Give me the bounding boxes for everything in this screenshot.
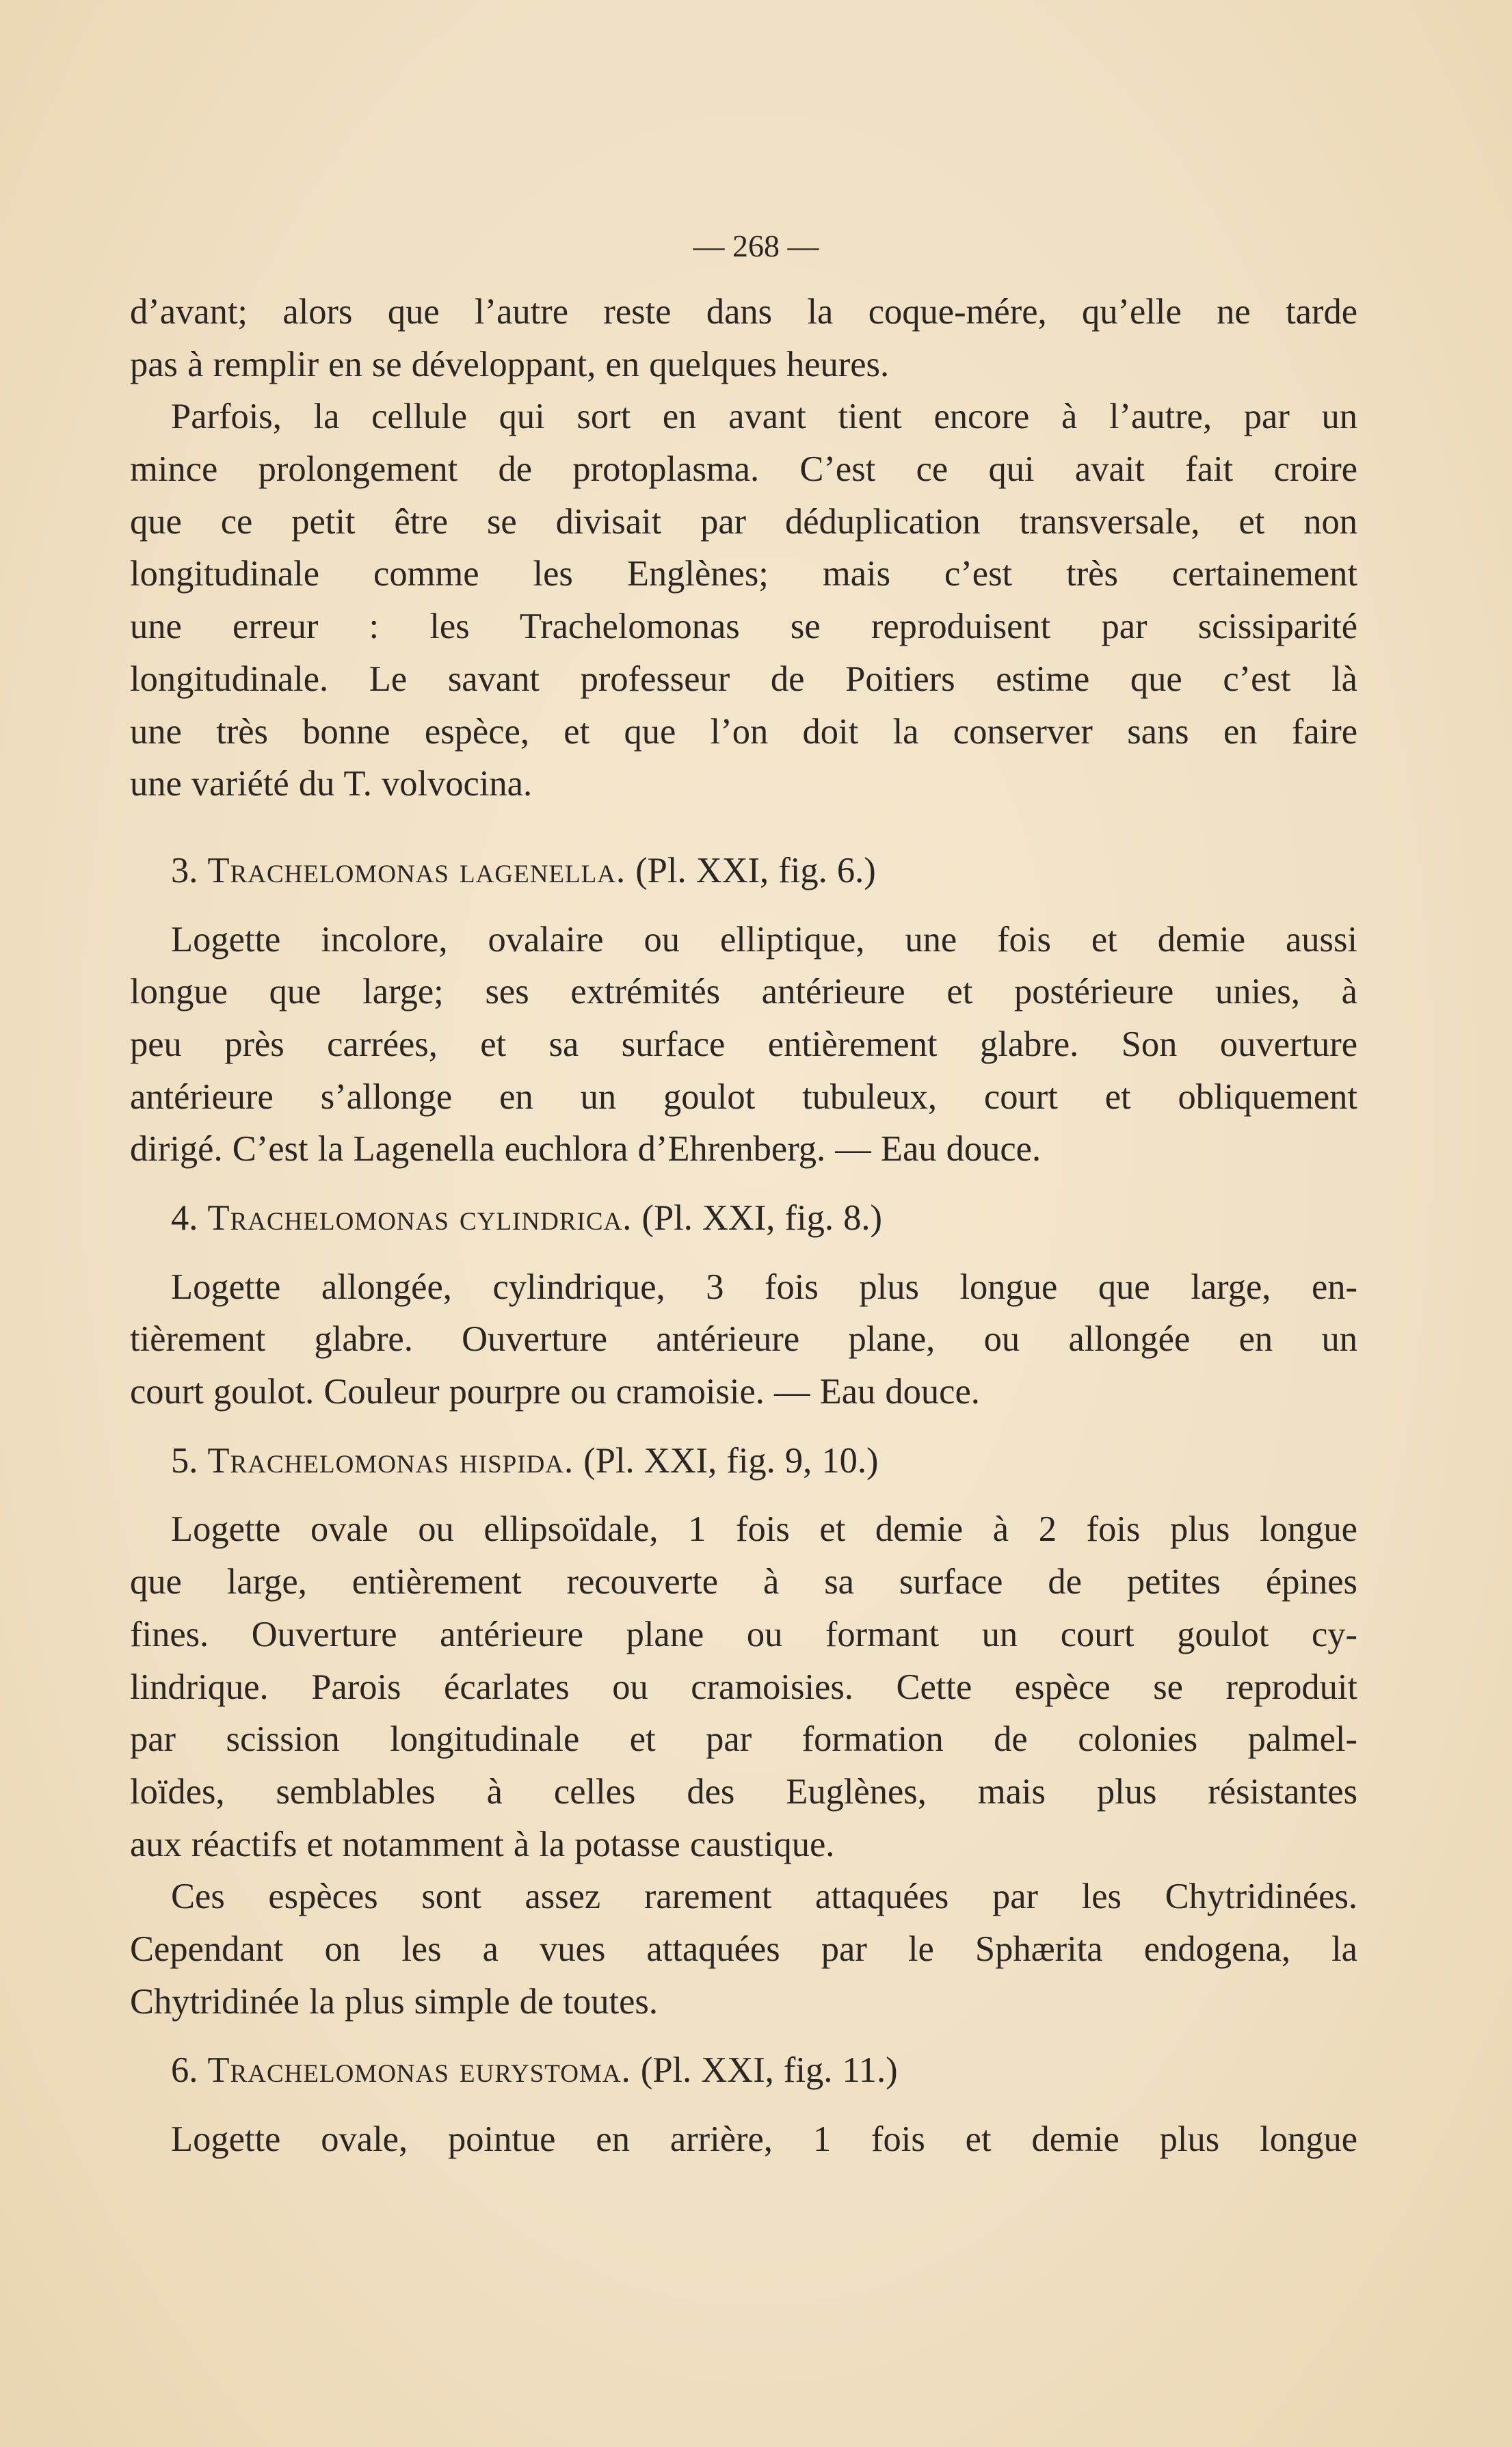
text-line: d’avant; alors que l’autre reste dans la coque-mére, qu’elle ne tarde bbox=[130, 292, 1357, 332]
text-line: longue que large; ses extrémités antérieure et postérieure unies, à bbox=[130, 972, 1357, 1012]
plate-reference: (Pl. XXI, fig. 8.) bbox=[641, 1198, 882, 1238]
text-line: dirigé. C’est la Lagenella euchlora d’Ehrenberg. — Eau douce. bbox=[130, 1129, 1042, 1169]
species-number: 5. bbox=[171, 1440, 198, 1481]
species-heading bbox=[130, 2044, 1357, 2097]
text-line: une très bonne espèce, et que l’on doit la conserver sans en faire bbox=[130, 711, 1357, 752]
text-line: aux réactifs et notamment à la potasse caustique. bbox=[130, 1824, 835, 1864]
text-line: Logette ovale ou ellipsoïdale, 1 fois et demie à 2 fois plus longue bbox=[171, 1509, 1357, 1550]
text-line: fines. Ouverture antérieure plane ou formant un court goulot cy- bbox=[130, 1614, 1357, 1654]
species-number: 3. bbox=[171, 850, 198, 890]
text-line: Ces espèces sont assez rarement attaquées par les Chytridinées. bbox=[171, 1877, 1357, 1917]
species-name: Trachelomonas eurystoma. bbox=[207, 2050, 631, 2091]
text-line: Logette allongée, cylindrique, 3 fois plus longue que large, en- bbox=[171, 1267, 1357, 1307]
species-number: 4. bbox=[171, 1198, 198, 1238]
text-line: longitudinale comme les Englènes; mais c’est très certainement bbox=[130, 554, 1357, 594]
text-line: pas à remplir en se développant, en quelques heures. bbox=[130, 344, 890, 384]
text-line: loïdes, semblables à celles des Euglènes, mais plus résistantes bbox=[130, 1771, 1357, 1812]
text-line: par scission longitudinale et par formation de colonies palmel- bbox=[130, 1719, 1357, 1760]
species-name: Trachelomonas hispida. bbox=[207, 1440, 574, 1481]
species-name: Trachelomonas cylindrica. bbox=[207, 1198, 633, 1238]
text-line: peu près carrées, et sa surface entièrement glabre. Son ouverture bbox=[130, 1024, 1357, 1064]
species-heading bbox=[130, 845, 1357, 897]
text-line: mince prolongement de protoplasma. C’est ce qui avait fait croire bbox=[130, 449, 1357, 490]
page-number: — 268 — bbox=[693, 228, 819, 263]
body-text bbox=[130, 286, 1357, 2166]
species-name: Trachelomonas lagenella. bbox=[207, 850, 626, 890]
text-line: Logette incolore, ovalaire ou elliptique, une fois et demie aussi bbox=[171, 919, 1357, 960]
text-line: tièrement glabre. Ouverture antérieure plane, ou allongée en un bbox=[130, 1319, 1357, 1360]
species-heading bbox=[130, 1435, 1357, 1487]
text-line: une erreur : les Trachelomonas se reproduisent par scissiparité bbox=[130, 607, 1357, 647]
text-line: lindrique. Parois écarlates ou cramoisies. Cette espèce se reproduit bbox=[130, 1667, 1357, 1707]
text-line: court goulot. Couleur pourpre ou cramoisie. — Eau douce. bbox=[130, 1372, 980, 1412]
plate-reference: (Pl. XXI, fig. 9, 10.) bbox=[583, 1440, 879, 1481]
text-line: que ce petit être se divisait par déduplication transversale, et non bbox=[130, 501, 1357, 542]
plate-reference: (Pl. XXI, fig. 11.) bbox=[640, 2050, 898, 2091]
text-line: Logette ovale, pointue en arrière, 1 fois et demie plus longue bbox=[171, 2119, 1357, 2159]
species-heading bbox=[130, 1192, 1357, 1245]
species-number: 6. bbox=[171, 2050, 198, 2091]
text-line: que large, entièrement recouverte à sa surface de petites épines bbox=[130, 1562, 1357, 1602]
text-line: antérieure s’allonge en un goulot tubuleux, court et obliquement bbox=[130, 1076, 1357, 1117]
text-line: longitudinale. Le savant professeur de Poitiers estime que c’est là bbox=[130, 659, 1357, 699]
text-line: une variété du T. volvocina. bbox=[130, 764, 533, 804]
text-line: Chytridinée la plus simple de toutes. bbox=[130, 1981, 658, 2022]
text-line: Cependant on les a vues attaquées par le Sphærita endogena, la bbox=[130, 1929, 1357, 1969]
text-line: Parfois, la cellule qui sort en avant tient encore à l’autre, par un bbox=[171, 397, 1357, 437]
plate-reference: (Pl. XXI, fig. 6.) bbox=[635, 850, 876, 890]
